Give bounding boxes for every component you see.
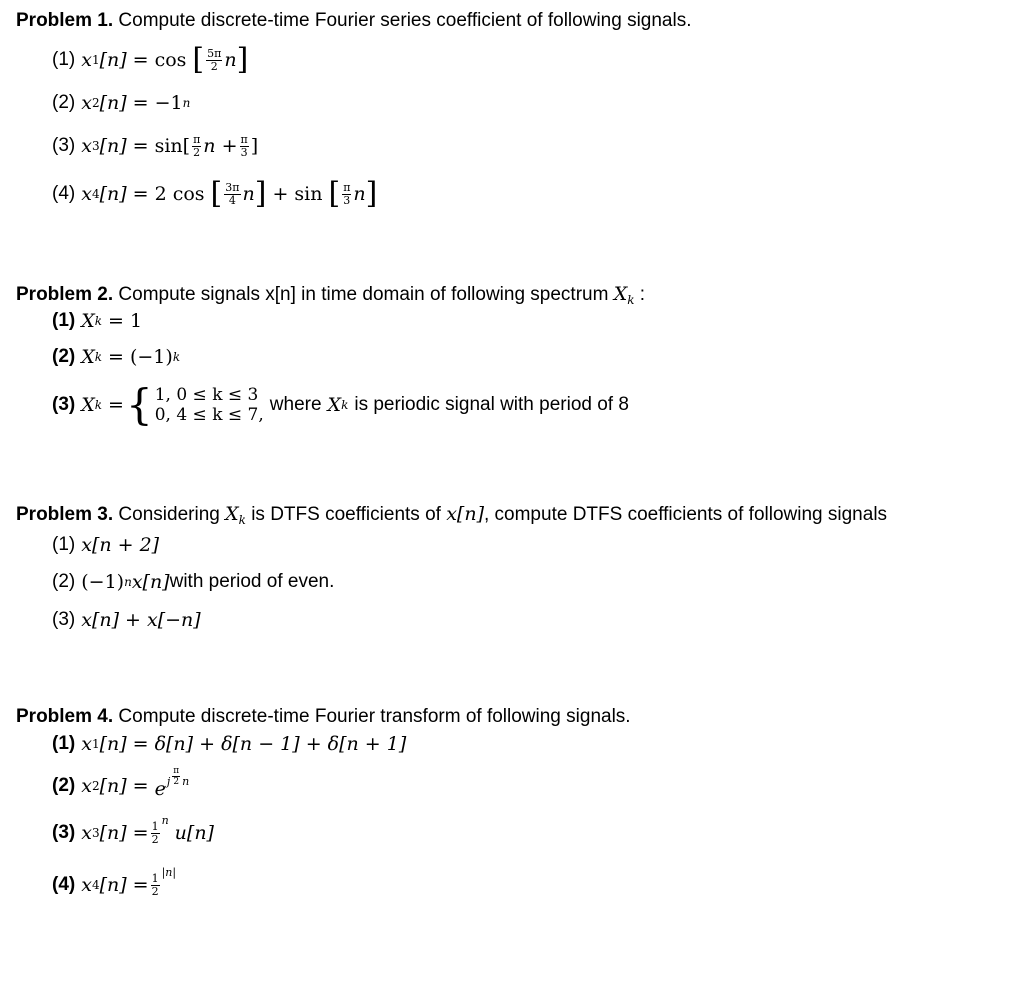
fraction: $\frac{1}{2}$ xyxy=(151,871,159,898)
problem-4-item-2 xyxy=(52,766,189,806)
signal-subscript: 3 xyxy=(91,826,100,840)
item-number: (3) xyxy=(52,609,76,630)
problem-2-item-2 xyxy=(52,344,180,370)
fraction: $\frac{1}{2}$ xyxy=(151,819,159,846)
problem-1-item-1: (1) x 1 [n] = cos [ $\frac{5\pi}{2}$ n ] xyxy=(52,42,249,77)
signal-expression: x[n + 2] xyxy=(81,534,160,556)
exponent: |n| xyxy=(161,866,177,879)
fraction: $\frac{5\pi}{2}$ xyxy=(207,46,222,73)
item-number: (4) xyxy=(52,183,76,204)
closing-bracket: ] xyxy=(250,135,259,157)
problem-2-item-1 xyxy=(52,308,142,334)
case-row: 0, 4 ≤ k ≤ 7, xyxy=(154,405,264,425)
problem-4-item-3 xyxy=(52,812,214,854)
exponent: j $\frac{\pi}{2}$ n xyxy=(166,766,190,788)
exponent: k xyxy=(172,350,181,364)
item-number: (3) xyxy=(52,822,76,843)
expression: (−1) xyxy=(129,346,173,368)
spectrum-subscript: k xyxy=(341,398,349,412)
item-number: (3) xyxy=(52,394,76,415)
equals-sign: = xyxy=(108,346,124,368)
step-function: u[n] xyxy=(174,822,214,844)
exponent: n xyxy=(161,814,169,827)
problem-2-label: Problem 2. xyxy=(16,284,114,305)
signal-subscript: 4 xyxy=(91,187,100,201)
problem-3-label: Problem 3. xyxy=(16,504,114,525)
problem-2-item-3 xyxy=(52,382,629,428)
equals-sign: = xyxy=(132,135,149,157)
problem-3-text: , compute DTFS coefficients of following signals xyxy=(483,504,888,525)
spectrum-symbol: X xyxy=(327,394,342,416)
function-name: 2 cos xyxy=(154,183,205,205)
signal-symbol: x xyxy=(81,822,92,844)
signal-symbol: x xyxy=(81,733,92,755)
problem-3-heading xyxy=(16,503,887,527)
signal-argument: [n] xyxy=(99,822,127,844)
equals-sign: = xyxy=(132,775,149,797)
plus-sign: + xyxy=(272,183,289,205)
signal-subscript: 3 xyxy=(91,139,100,153)
signal-subscript: 1 xyxy=(91,53,100,67)
spectrum-subscript: k xyxy=(238,513,246,527)
signal-expression: x[n] xyxy=(446,503,484,525)
equals-sign: = xyxy=(108,310,124,332)
item-number: (2) xyxy=(52,92,76,113)
signal-argument: [n] xyxy=(99,775,127,797)
problem-4-heading xyxy=(16,706,631,728)
problem-3-text: is DTFS coefficients of xyxy=(245,504,447,525)
signal-subscript: 4 xyxy=(91,878,100,892)
exponent: n xyxy=(182,96,191,110)
problem-3-item-2 xyxy=(52,569,334,595)
function-name: sin[ xyxy=(154,135,191,157)
variable: n xyxy=(353,183,366,205)
where-text: where xyxy=(269,394,322,415)
problem-1-text: Compute discrete-time Fourier series coefficient of following signals. xyxy=(113,10,692,31)
problem-1-label: Problem 1. xyxy=(16,10,114,31)
problem-1-heading xyxy=(16,10,692,32)
variable: n xyxy=(224,49,237,71)
fraction: $\frac{3\pi}{4}$ xyxy=(225,180,240,207)
item-number: (1) xyxy=(52,534,76,555)
expression: −1 xyxy=(154,92,183,114)
exponential-base: e xyxy=(154,778,166,800)
problem-4-text: Compute discrete-time Fourier transform of following signals. xyxy=(113,706,631,727)
signal-argument: [n] xyxy=(99,733,127,755)
fraction: $\frac{\pi}{2}$ xyxy=(193,132,201,159)
signal-argument: [n] xyxy=(99,135,127,157)
spectrum-symbol: X xyxy=(81,310,95,332)
signal-symbol: x xyxy=(81,135,92,157)
spectrum-subscript: k xyxy=(94,314,103,328)
signal-symbol: x xyxy=(81,874,92,896)
spectrum-subscript: k xyxy=(627,293,635,307)
function-name: sin xyxy=(294,183,323,205)
signal-symbol: x xyxy=(81,775,92,797)
signal-subscript: 1 xyxy=(91,737,100,751)
problem-4-item-1 xyxy=(52,731,406,757)
item-number: (1) xyxy=(52,310,76,331)
problem-2-heading xyxy=(16,283,645,307)
problem-2-text: Compute signals x[n] in time domain of following spectrum xyxy=(113,284,614,305)
signal-argument: [n] xyxy=(99,49,127,71)
equals-sign: = xyxy=(132,49,149,71)
equals-sign: = xyxy=(132,92,149,114)
item-number: (3) xyxy=(52,135,76,156)
expression: 1 xyxy=(129,310,143,332)
signal-symbol: x xyxy=(81,92,92,114)
equals-sign: = xyxy=(132,822,149,844)
item-number: (1) xyxy=(52,49,76,70)
expression: n + xyxy=(203,135,238,157)
spectrum-subscript: k xyxy=(94,350,103,364)
problem-3-text: Considering xyxy=(113,504,226,525)
spectrum-symbol: X xyxy=(613,283,628,305)
item-number: (2) xyxy=(52,775,76,796)
problem-1-item-3 xyxy=(52,131,258,161)
equals-sign: = xyxy=(132,183,149,205)
spectrum-symbol: X xyxy=(81,394,95,416)
spectrum-subscript: k xyxy=(94,398,103,412)
case-row: 1, 0 ≤ k ≤ 3 xyxy=(154,385,259,405)
signal-argument: [n] xyxy=(99,92,127,114)
signal-expression: x[n] xyxy=(131,571,170,593)
signal-expression: x[n] + x[−n] xyxy=(81,609,201,631)
item-number: (4) xyxy=(52,874,76,895)
problem-4-label: Problem 4. xyxy=(16,706,114,727)
item-number: (2) xyxy=(52,571,76,592)
signal-subscript: 2 xyxy=(91,96,100,110)
problem-1-item-2 xyxy=(52,90,190,116)
piecewise-cases: { 1, 0 ≤ k ≤ 3 0, 4 ≤ k ≤ 7, xyxy=(125,380,264,429)
spectrum-symbol: X xyxy=(225,503,239,525)
colon: : xyxy=(634,284,646,305)
item-number: (2) xyxy=(52,346,76,367)
spectrum-symbol: X xyxy=(81,346,95,368)
item-number: (1) xyxy=(52,733,76,754)
signal-symbol: x xyxy=(81,49,92,71)
fraction: $\frac{\pi}{3}$ xyxy=(240,132,248,159)
problem-4-item-4 xyxy=(52,862,176,908)
period-text: is periodic signal with period of 8 xyxy=(354,394,629,415)
signal-expression: (−1) xyxy=(81,571,125,593)
equals-sign: = xyxy=(108,394,124,416)
signal-subscript: 2 xyxy=(91,779,100,793)
signal-argument: [n] xyxy=(99,183,127,205)
problem-3-item-1 xyxy=(52,532,159,558)
problem-1-item-4: (4) x 4 [n] = 2 cos [ $\frac{3\pi}{4}$ n ] + sin [ $\frac{\pi}{3}$ n ] xyxy=(52,176,378,211)
period-text: with period of even. xyxy=(169,571,335,592)
fraction: $\frac{\pi}{3}$ xyxy=(343,180,351,207)
expression: δ[n] + δ[n − 1] + δ[n + 1] xyxy=(154,733,407,755)
function-name: cos xyxy=(154,49,187,71)
exponent: n xyxy=(124,575,132,589)
variable: n xyxy=(242,183,255,205)
signal-argument: [n] xyxy=(99,874,127,896)
equals-sign: = xyxy=(132,733,149,755)
equals-sign: = xyxy=(132,874,149,896)
signal-symbol: x xyxy=(81,183,92,205)
problem-3-item-3 xyxy=(52,607,201,633)
